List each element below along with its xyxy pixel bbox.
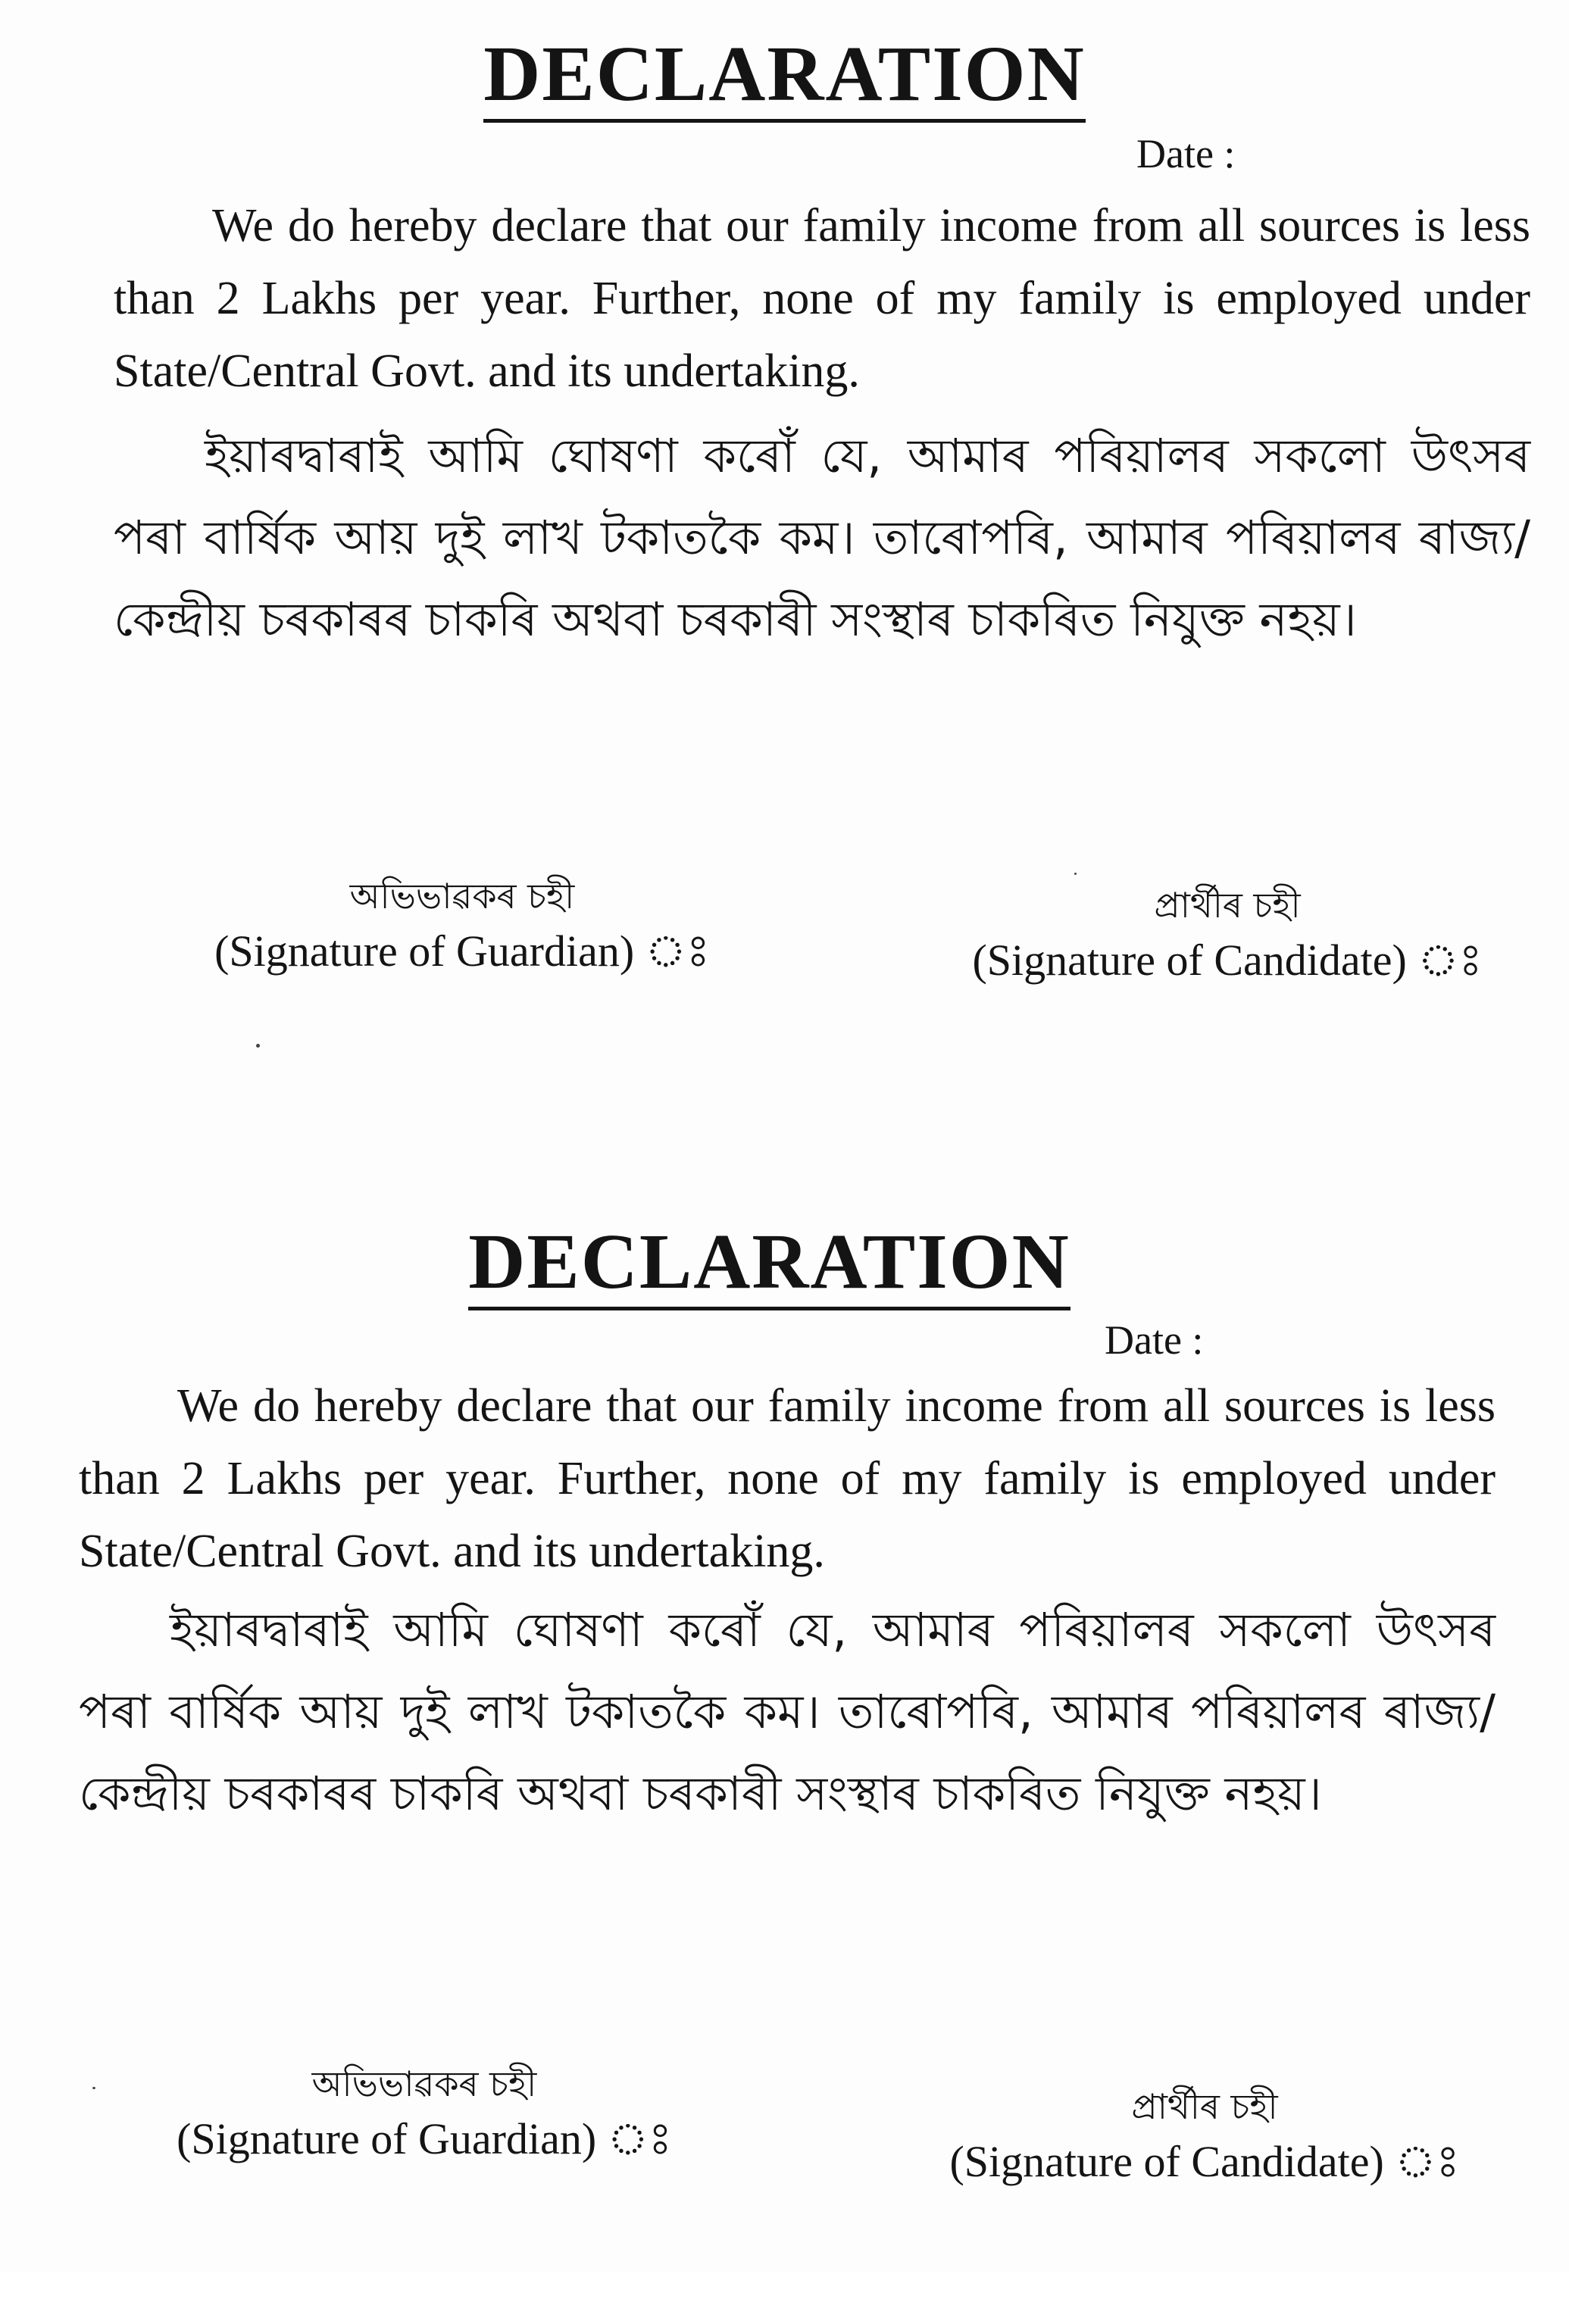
english-declaration-text: We do hereby declare that our family income from all sources is less than 2 Lakhs per year. Further, none of my family is employed under State/Central Govt. and its undertaking. [79, 1380, 1496, 1577]
declaration-form-2 [0, 1188, 1569, 2324]
date-label: Date : [1105, 1317, 1204, 1363]
guardian-signature-label: (Signature of Guardian) ঃ [177, 2114, 672, 2163]
english-declaration-text: We do hereby declare that our family income from all sources is less than 2 Lakhs per year. Further, none of my family is employed under State/Central Govt. and its undertaking. [114, 200, 1530, 397]
declaration-form-1 [0, 0, 1569, 1136]
date-label: Date : [1136, 131, 1236, 176]
assamese-declaration-text: ইয়াৰদ্বাৰাই আমি ঘোষণা কৰোঁ যে, আমাৰ পৰিয়ালৰ সকলো উৎসৰ পৰা বাৰ্ষিক আয় দুই লাখ টকাতকৈ কম। তাৰোপৰি, আমাৰ পৰিয়ালৰ ৰাজ্য/ কেন্দ্ৰীয় চৰকাৰৰ চাকৰি অথবা চৰকাৰী সংস্থাৰ চাকৰিত নিযুক্ত নহয়। [79, 1602, 1496, 1821]
candidate-signature-block [886, 2082, 1523, 2192]
paper-speck [256, 1044, 260, 1048]
guardian-signature-label-assamese: অভিভাৱকৰ চহী [349, 876, 575, 917]
guardian-signature-label: (Signature of Guardian) ঃ [214, 926, 710, 976]
candidate-signature-label: (Signature of Candidate) ঃ [972, 936, 1483, 985]
assamese-declaration-text: ইয়াৰদ্বাৰাই আমি ঘোষণা কৰোঁ যে, আমাৰ পৰিয়ালৰ সকলো উৎসৰ পৰা বাৰ্ষিক আয় দুই লাখ টকাতকৈ কম। তাৰোপৰি, আমাৰ পৰিয়ালৰ ৰাজ্য/ কেন্দ্ৰীয় চৰকাৰৰ চাকৰি অথবা চৰকাৰী সংস্থাৰ চাকৰিত নিযুক্ত নহয়। [114, 428, 1530, 647]
guardian-signature-block [182, 871, 742, 982]
declaration-title [0, 1217, 1569, 1307]
declaration-title-text: DECLARATION [483, 30, 1085, 123]
candidate-signature-label-assamese: প্ৰাৰ্থীৰ চহী [1154, 885, 1301, 926]
candidate-signature-label: (Signature of Candidate) ঃ [949, 2137, 1460, 2186]
guardian-signature-block [144, 2059, 705, 2169]
candidate-signature-label-assamese: প্ৰাৰ্থীৰ চহী [1131, 2086, 1278, 2127]
paper-speck [1074, 873, 1077, 875]
declaration-title-text: DECLARATION [468, 1218, 1070, 1310]
guardian-signature-label-assamese: অভিভাৱকৰ চহী [311, 2063, 537, 2104]
declaration-title [0, 29, 1569, 120]
candidate-signature-block [909, 880, 1546, 991]
paper-speck [92, 2087, 95, 2089]
